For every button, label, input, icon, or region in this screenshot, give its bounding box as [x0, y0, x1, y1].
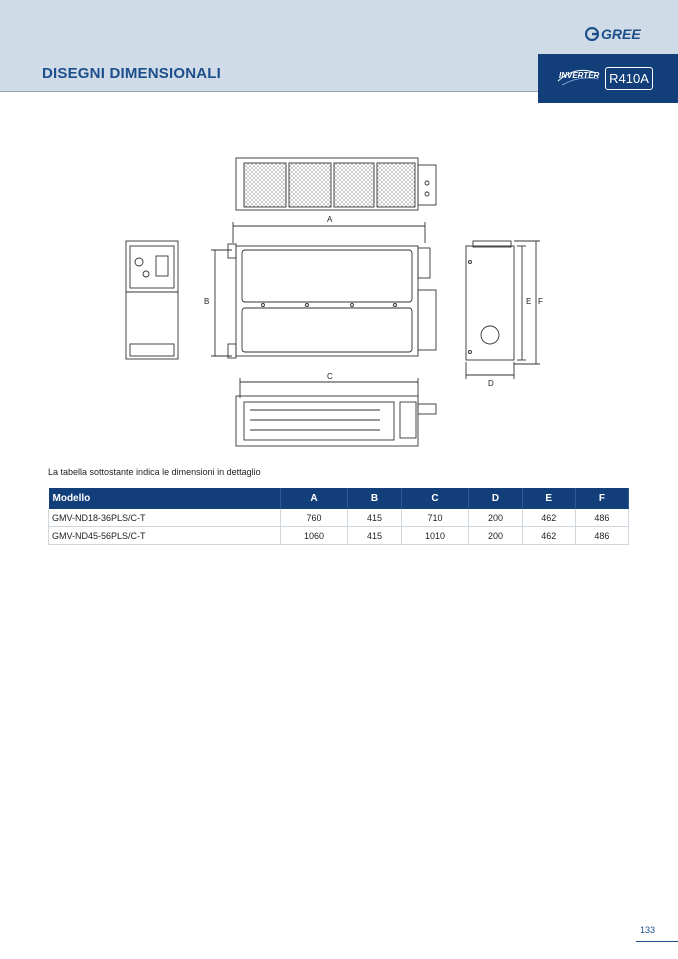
- header-f: F: [575, 488, 628, 509]
- label-b: B: [204, 297, 210, 306]
- cell-b: 415: [348, 527, 401, 545]
- cell-d: 200: [469, 509, 522, 527]
- dimensional-drawing: [0, 0, 678, 460]
- cell-a: 760: [280, 509, 348, 527]
- cell-d: 200: [469, 527, 522, 545]
- cell-e: 462: [522, 527, 575, 545]
- cell-model: GMV-ND45-56PLS/C-T: [49, 527, 281, 545]
- header-modello: Modello: [49, 488, 281, 509]
- page-number: 133: [640, 925, 656, 935]
- label-a: A: [327, 215, 333, 224]
- cell-b: 415: [348, 509, 401, 527]
- brand-name: GREE: [601, 26, 641, 42]
- header-e: E: [522, 488, 575, 509]
- label-c: C: [327, 372, 333, 381]
- front-view: [228, 244, 436, 358]
- dimensions-d-e-f: [466, 241, 540, 379]
- header-d: D: [469, 488, 522, 509]
- cell-f: 486: [575, 509, 628, 527]
- label-e: E: [526, 297, 532, 306]
- table-header-row: [49, 488, 629, 509]
- cell-f: 486: [575, 527, 628, 545]
- left-side-view: [126, 241, 178, 359]
- cell-e: 462: [522, 509, 575, 527]
- table-row: [49, 509, 629, 527]
- bottom-view: [236, 396, 436, 446]
- cell-model: GMV-ND18-36PLS/C-T: [49, 509, 281, 527]
- label-f: F: [538, 297, 543, 306]
- header-c: C: [401, 488, 469, 509]
- header-b: B: [348, 488, 401, 509]
- cell-a: 1060: [280, 527, 348, 545]
- dimension-c: [240, 378, 418, 398]
- cell-c: 1010: [401, 527, 469, 545]
- cell-c: 710: [401, 509, 469, 527]
- right-side-view: [466, 241, 514, 360]
- dimensions-table: [48, 488, 629, 545]
- inverter-label: INVERTER: [559, 71, 600, 80]
- header-a: A: [280, 488, 348, 509]
- page-number-underline: [636, 941, 678, 942]
- refrigerant-label: R410A: [605, 67, 653, 90]
- table-row: [49, 527, 629, 545]
- top-view: [236, 158, 436, 210]
- dimension-a: [233, 222, 425, 243]
- page-title: DISEGNI DIMENSIONALI: [42, 65, 222, 82]
- intro-text: La tabella sottostante indica le dimensioni in dettaglio: [48, 467, 261, 477]
- label-d: D: [488, 379, 494, 388]
- dimension-b: [211, 250, 232, 356]
